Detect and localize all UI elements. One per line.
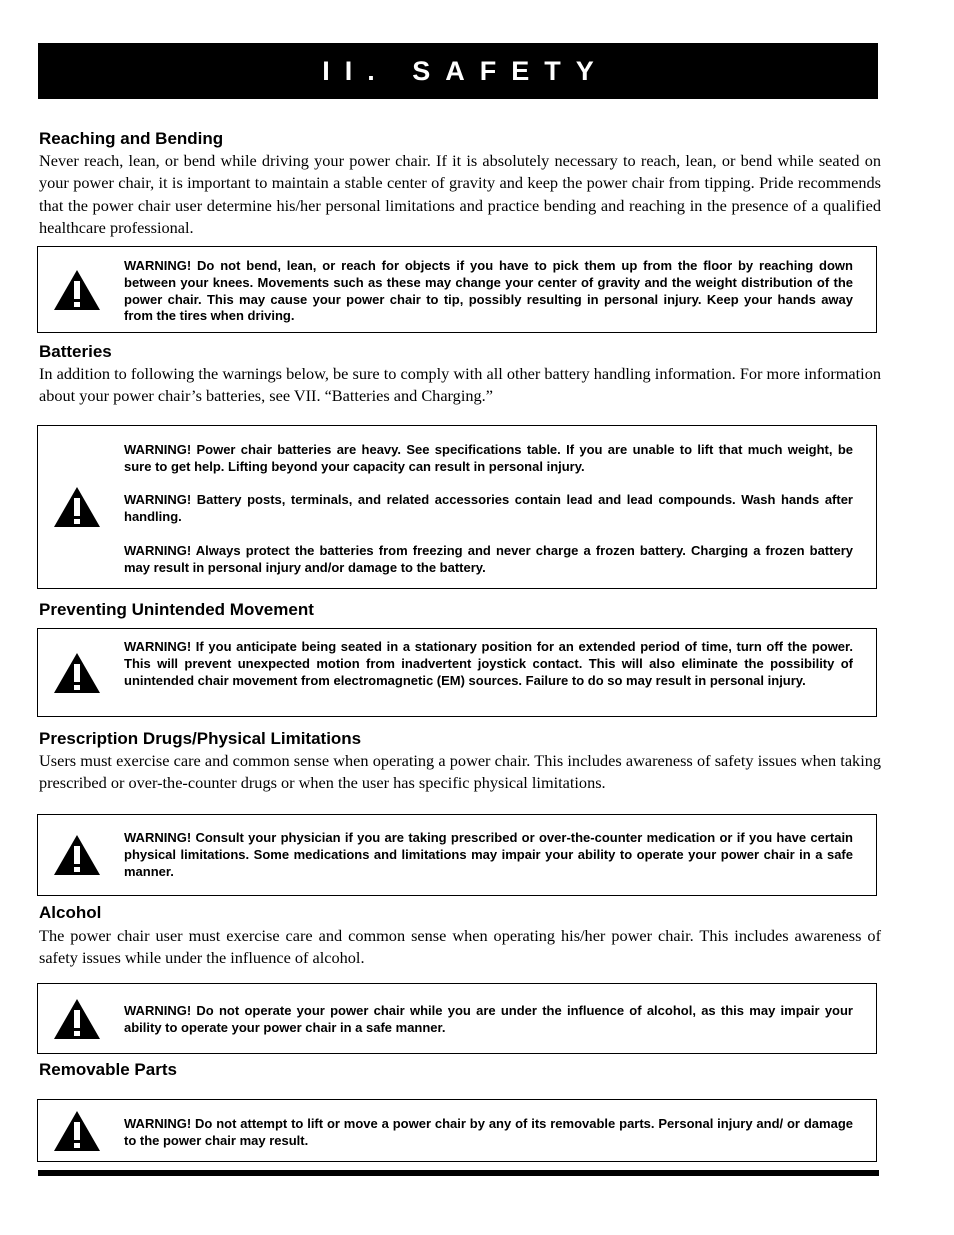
warning-box-reaching (37, 246, 877, 333)
warning-triangle-icon (52, 651, 102, 695)
warning-text: WARNING! Consult your physician if you are taking prescribed or over-the-counter medication or if you have certain physical limitations. Some medications and limitations may impair your ability to operate your power chair in a safe manner. (124, 830, 853, 879)
warning-triangle-icon (52, 833, 102, 877)
warning-text-removable (124, 1116, 853, 1150)
page-footer-rule (38, 1170, 879, 1176)
warning-text: WARNING! Power chair batteries are heavy. See specifications table. If you are unable to lift that much weight, be sure to get help. Lifting beyond your capacity can result in personal injury. (124, 442, 853, 474)
paragraph-batteries: In addition to following the warnings below, be sure to comply with all other battery handling information. For more information about your power chair’s batteries, see VII. “Batteries and Charging.” (39, 364, 881, 406)
warning-box-removable (37, 1099, 877, 1162)
warning-triangle-icon (52, 268, 102, 312)
heading-reaching-bending: Reaching and Bending (39, 129, 224, 148)
heading-prescription-drugs: Prescription Drugs/Physical Limitations (39, 729, 362, 748)
warning-text-movement (124, 639, 853, 689)
warning-text: WARNING! Do not attempt to lift or move a power chair by any of its removable parts. Personal injury and/ or damage to the power chair may result. (124, 1116, 853, 1148)
warning-text: WARNING! Do not bend, lean, or reach for objects if you have to pick them up from the floor by reaching down between your knees. Movements such as these may change your center of gravity and the weight distribution of the power chair. This may cause your power chair to tip, possibly resulting in personal injury. Keep your hands away from the tires when driving. (124, 258, 853, 324)
heading-alcohol: Alcohol (39, 903, 102, 922)
warning-text: WARNING! If you anticipate being seated in a stationary position for an extended period of time, turn off the power. This will prevent unexpected motion from inadvertent joystick contact. This will also eliminate the possibility of unintended chair movement from electromagnetic (EM) sources. Failure to do so may result in personal injury. (124, 639, 853, 688)
warning-triangle-icon (52, 1109, 102, 1153)
warning-box-batteries (37, 425, 877, 589)
warning-box-alcohol (37, 983, 877, 1054)
warning-triangle-icon (52, 485, 102, 529)
warning-text: WARNING! Battery posts, terminals, and related accessories contain lead and lead compounds. Wash hands after handling. (124, 492, 853, 525)
section-banner: II. SAFETY (38, 43, 878, 99)
warning-text-drugs (124, 830, 853, 880)
warning-text-reaching (124, 258, 853, 325)
heading-removable-parts: Removable Parts (39, 1060, 177, 1079)
paragraph-reaching-bending: Never reach, lean, or bend while driving your power chair. If it is absolutely necessary to reach, lean, or bend while seated on your power chair, it is important to maintain a stable center of gravity and keep the power chair from tipping. Pride recommends that the power chair user determine his/her personal limitations and practice bending and reaching in the presence of a qualified healthcare professional. (39, 151, 881, 238)
heading-batteries: Batteries (39, 342, 112, 361)
warning-text-batteries (124, 442, 853, 576)
heading-unintended-movement: Preventing Unintended Movement (39, 600, 314, 619)
warning-text: WARNING! Always protect the batteries from freezing and never charge a frozen battery. Charging a frozen battery may result in personal injury and/or damage to the battery. (124, 542, 853, 575)
paragraph-alcohol: The power chair user must exercise care and common sense when operating his/her power chair. This includes awareness of safety issues while under the influence of alcohol. (39, 926, 881, 968)
warning-triangle-icon (52, 997, 102, 1041)
warning-text: WARNING! Do not operate your power chair while you are under the influence of alcohol, as this may impair your ability to operate your power chair in a safe manner. (124, 1003, 853, 1035)
paragraph-prescription-drugs: Users must exercise care and common sense when operating a power chair. This includes awareness of safety issues when taking prescribed or over-the-counter drugs or when the user has specific physical limitations. (39, 751, 881, 793)
warning-box-drugs (37, 814, 877, 896)
warning-box-movement (37, 628, 877, 717)
warning-text-alcohol (124, 1003, 853, 1037)
